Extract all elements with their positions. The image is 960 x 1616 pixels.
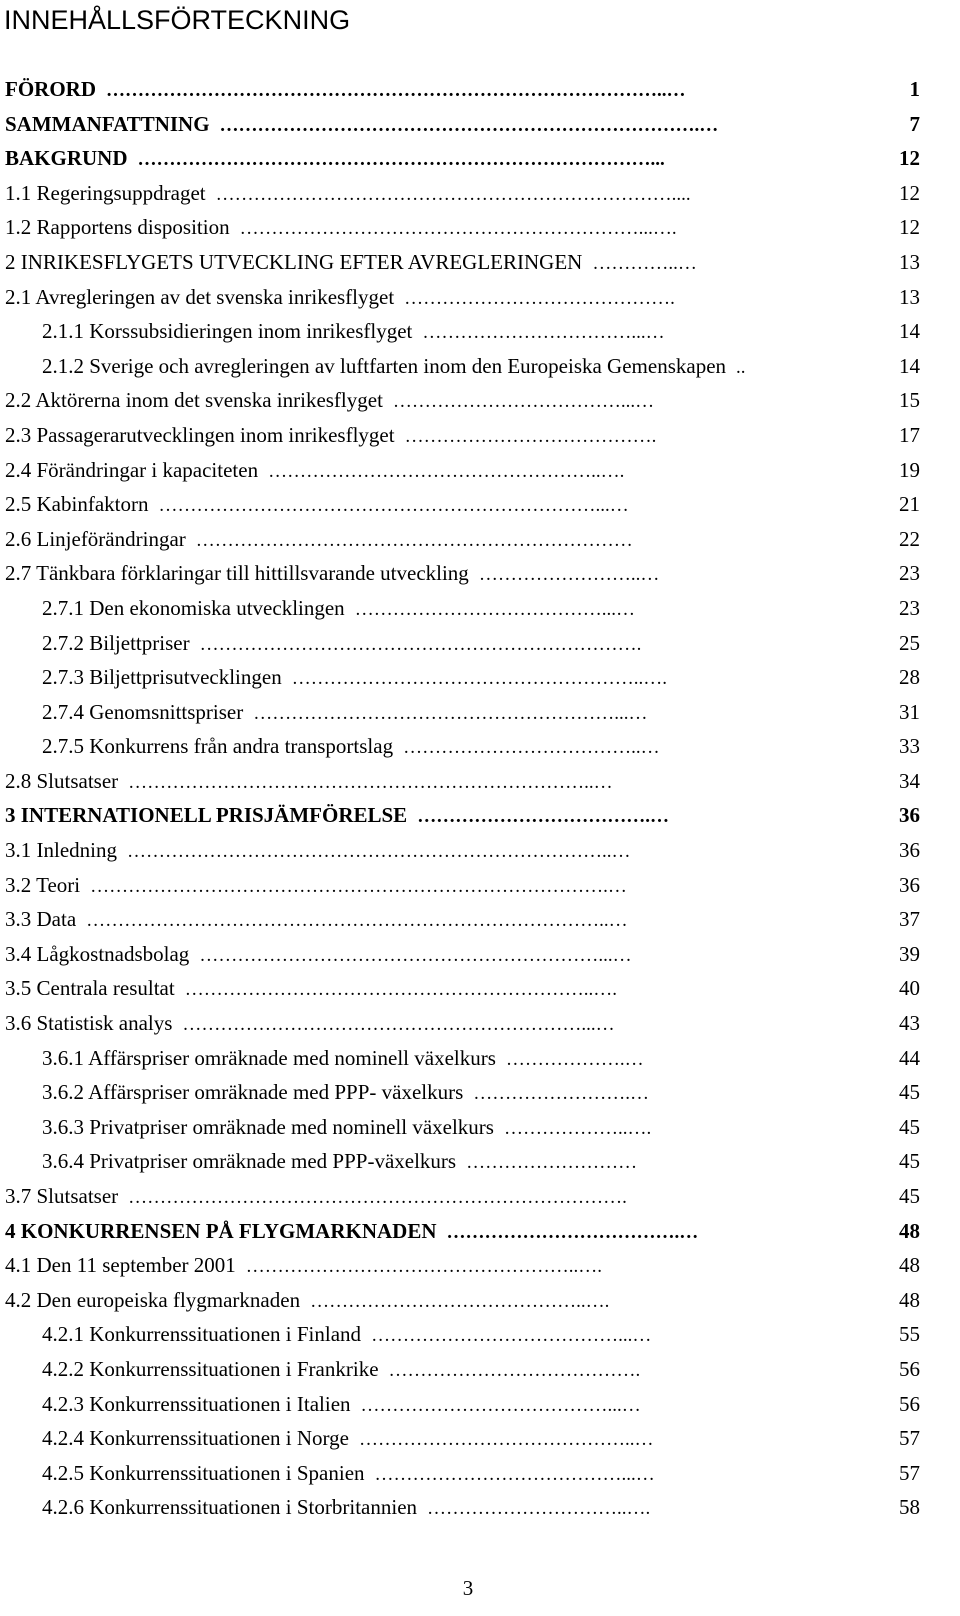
toc-entry-label: 2.7.5 Konkurrens från andra transportslag (42, 734, 394, 759)
toc-entry-label: 2.8 Slutsatser (5, 768, 119, 793)
toc-entry-label: 2.7 Tänkbara förklaringar till hittillsvarande utveckling (5, 561, 469, 586)
page-title: INNEHÅLLSFÖRTECKNING (4, 5, 351, 35)
toc-leader-dots: …………………………………. (388, 1359, 641, 1381)
toc-entry-label: 3.1 Inledning (5, 838, 117, 863)
toc-entry[interactable] (0, 1144, 960, 1179)
toc-leader-dots: ………………………………………………………………………... (137, 149, 665, 171)
toc-entry[interactable] (0, 764, 960, 799)
toc-leader-dots: …………………………………...… (354, 598, 635, 620)
toc-entry[interactable] (0, 1006, 960, 1041)
toc-entry-page: 19 (899, 457, 920, 482)
toc-leader-dots: ……………………………………………………………………………..… (106, 80, 686, 101)
toc-leader-dots: ……………………………………..… (358, 1429, 654, 1451)
toc-entry-label: 4.2 Den europeiska flygmarknaden (5, 1287, 301, 1312)
toc-entry-label: 2.7.3 Biljettprisutvecklingen (42, 665, 282, 690)
toc-leader-dots: ……………………..… (478, 564, 660, 586)
toc-entry[interactable] (0, 280, 960, 315)
toc-entry-page: 36 (899, 872, 920, 897)
toc-entry-page: 13 (899, 284, 920, 309)
toc-leader-dots: ………………..…. (503, 1117, 652, 1139)
toc-leader-dots: ………………………………………………………………….… (219, 114, 719, 136)
toc-entry-label: 4.2.1 Konkurrenssituationen i Finland (42, 1322, 362, 1347)
toc-leader-dots: ……………………………………………………………. (199, 633, 642, 655)
toc-entry[interactable] (0, 798, 960, 833)
toc-leader-dots: ……………….… (505, 1048, 644, 1070)
toc-entry-page: 1 (909, 77, 920, 101)
toc-entry[interactable] (0, 1283, 960, 1318)
toc-entry-label: 4 KONKURRENSEN PÅ FLYGMARKNADEN (5, 1218, 437, 1243)
toc-entry-label: 3.6 Statistisk analys (5, 1011, 173, 1036)
toc-leader-dots: …………………………………...… (374, 1463, 655, 1485)
toc-entry[interactable] (0, 1110, 960, 1145)
toc-entry[interactable] (0, 556, 960, 591)
toc-leader-dots: ………………………………………………..…. (291, 668, 667, 690)
toc-leader-dots: …………………….… (473, 1083, 650, 1105)
toc-entry[interactable] (0, 937, 960, 972)
toc-entry-page: 15 (899, 388, 920, 413)
toc-entry[interactable] (0, 453, 960, 488)
toc-entry-label: 4.2.4 Konkurrenssituationen i Norge (42, 1426, 349, 1451)
toc-entry-page: 23 (899, 595, 920, 620)
toc-entry-page: 45 (899, 1149, 920, 1174)
toc-entry-page: 56 (899, 1391, 920, 1416)
toc-entry-label: 3.7 Slutsatser (5, 1184, 119, 1208)
toc-entry[interactable] (0, 245, 960, 280)
toc-entry[interactable] (0, 902, 960, 937)
toc-entry-label: 3.2 Teori (5, 872, 81, 897)
toc-entry-label: 3.6.1 Affärspriser omräknade med nominell växelkurs (42, 1045, 496, 1070)
toc-entry-page: 57 (899, 1460, 920, 1485)
toc-entry-label: 3.6.3 Privatpriser omräknade med nominell växelkurs (42, 1114, 494, 1139)
toc-entry[interactable] (0, 176, 960, 211)
toc-entry-label: 4.2.6 Konkurrenssituationen i Storbritannien (42, 1495, 418, 1520)
toc-entry-label: 2.5 Kabinfaktorn (5, 492, 149, 517)
toc-entry-page: 25 (899, 630, 920, 655)
toc-leader-dots: …………………………………………………………………..… (126, 841, 631, 863)
toc-entry[interactable] (0, 660, 960, 695)
toc-entry-page: 34 (899, 768, 920, 793)
toc-leader-dots: ………………………………...… (392, 391, 655, 413)
toc-leader-dots: …………………………..…. (427, 1498, 651, 1520)
toc-entry-page: 45 (899, 1184, 920, 1208)
toc-entry-label: 3.3 Data (5, 907, 77, 932)
toc-entry-label: 2.6 Linjeförändringar (5, 526, 186, 551)
toc-entry-label: 2 INRIKESFLYGETS UTVECKLING EFTER AVREGLERINGEN (5, 249, 583, 274)
toc-entry-page: 14 (899, 319, 920, 344)
toc-entry-page: 23 (899, 561, 920, 586)
toc-entry[interactable] (0, 1317, 960, 1352)
toc-entry-page: 48 (899, 1218, 920, 1243)
toc-leader-dots: ………………………………..… (403, 737, 660, 759)
toc-leader-dots: ……………………………………………..…. (245, 1256, 603, 1278)
toc-entry[interactable] (0, 971, 960, 1006)
toc-entry[interactable] (0, 1387, 960, 1422)
toc-entry-page: 31 (899, 699, 920, 724)
toc-leader-dots: …………………………………. (404, 425, 657, 447)
toc-entry-label: SAMMANFATTNING (5, 111, 210, 136)
toc-entry-page: 43 (899, 1011, 920, 1036)
toc-entry-page: 40 (899, 976, 920, 1001)
toc-entry[interactable] (0, 1075, 960, 1110)
toc-leader-dots: ……………………… (466, 1152, 638, 1174)
toc-entry[interactable] (0, 141, 960, 176)
toc-entry[interactable] (0, 1421, 960, 1456)
toc-leader-dots: ……………………………………………………………...… (158, 495, 629, 517)
toc-entry-label: 3 INTERNATIONELL PRISJÄMFÖRELSE (5, 803, 408, 828)
toc-entry-page: 21 (899, 492, 920, 517)
toc-entry[interactable] (0, 72, 960, 107)
toc-entry-page: 7 (909, 111, 920, 136)
toc-entry-label: 4.2.2 Konkurrenssituationen i Frankrike (42, 1356, 379, 1381)
toc-entry-page: 45 (899, 1114, 920, 1139)
toc-leader-dots: ……………………………………. (404, 287, 675, 309)
toc-entry-page: 13 (899, 249, 920, 274)
toc-entry-label: 2.2 Aktörerna inom det svenska inrikesflyget (5, 388, 383, 413)
toc-entry-label: 4.2.5 Konkurrenssituationen i Spanien (42, 1460, 365, 1485)
toc-entry[interactable] (0, 626, 960, 661)
toc-entry-label: 2.7.2 Biljettpriser (42, 630, 190, 655)
toc-entry-label: FÖRORD (5, 77, 96, 101)
toc-entry[interactable] (0, 1352, 960, 1387)
toc-entry[interactable] (0, 487, 960, 522)
toc-entry-page: 14 (899, 353, 920, 378)
toc-entry-page: 12 (899, 146, 920, 171)
toc-leader-dots: ……………………………………..…. (310, 1290, 610, 1312)
toc-entry[interactable] (0, 107, 960, 142)
toc-entry[interactable] (0, 418, 960, 453)
toc-entry-label: 4.1 Den 11 september 2001 (5, 1253, 236, 1278)
toc-entry[interactable] (0, 1248, 960, 1283)
toc-leader-dots: ……………………………….… (446, 1221, 699, 1243)
toc-entry[interactable] (0, 1179, 960, 1214)
toc-leader-dots: ………………………………………………………..…. (184, 979, 617, 1001)
toc-entry-page: 39 (899, 941, 920, 966)
toc-entry-label: 3.6.4 Privatpriser omräknade med PPP-växelkurs (42, 1149, 457, 1174)
toc-entry-label: 2.1 Avregleringen av det svenska inrikesflyget (5, 284, 395, 309)
toc-entry-label: 1.2 Rapportens disposition (5, 215, 230, 240)
toc-entry-page: 58 (899, 1495, 920, 1520)
toc-entry-page: 48 (899, 1287, 920, 1312)
toc-leader-dots: ………………………………………………………………………..… (86, 910, 628, 932)
toc-entry-page: 57 (899, 1426, 920, 1451)
toc-entry-page: 28 (899, 665, 920, 690)
toc-entry-page: 56 (899, 1356, 920, 1381)
toc-entry-label: 3.5 Centrala resultat (5, 976, 175, 1001)
toc-leader-dots: ……………………………….… (417, 806, 669, 828)
toc-leader-dots: …………………………………...… (360, 1394, 641, 1416)
toc-entry[interactable] (0, 695, 960, 730)
toc-entry-page: 45 (899, 1080, 920, 1105)
toc-entry[interactable] (0, 868, 960, 903)
toc-entry-page: 22 (899, 526, 920, 551)
page-number: 3 (462, 1576, 474, 1600)
toc-leader-dots: .. (736, 356, 746, 378)
toc-leader-dots: …………………………………...… (371, 1325, 652, 1347)
toc-leader-dots: ……………………………………………………………….... (215, 183, 691, 205)
toc-entry-label: 3.4 Lågkostnadsbolag (5, 941, 190, 966)
toc-leader-dots: …………………………………………………………… (195, 529, 633, 551)
toc-entry-page: 48 (899, 1253, 920, 1278)
toc-entry-page: 17 (899, 422, 920, 447)
toc-leader-dots: ………………………………………………………...…. (239, 218, 677, 240)
toc-entry[interactable] (0, 314, 960, 349)
toc-entry[interactable] (0, 833, 960, 868)
toc-entry[interactable] (0, 1490, 960, 1525)
toc-leader-dots: ………………………………………………………………..… (128, 771, 613, 793)
toc-entry-label: 2.1.1 Korssubsidieringen inom inrikesflyget (42, 319, 413, 344)
toc-leader-dots: ……………………………...… (422, 322, 665, 344)
toc-entry[interactable] (0, 349, 960, 384)
toc-leader-dots: ………………………………………………………...… (199, 944, 632, 966)
toc-entry-page: 55 (899, 1322, 920, 1347)
toc-entry[interactable] (0, 522, 960, 557)
toc-entry-label: 3.6.2 Affärspriser omräknade med PPP- växelkurs (42, 1080, 464, 1105)
table-of-contents (0, 72, 960, 1525)
toc-entry-page: 36 (899, 803, 920, 828)
toc-leader-dots: ……………………………………………..…. (268, 460, 625, 482)
toc-entry-page: 37 (899, 907, 920, 932)
toc-entry-page: 12 (899, 180, 920, 205)
toc-leader-dots: ……………………………………………………………………. (128, 1187, 627, 1208)
toc-entry-page: 12 (899, 215, 920, 240)
toc-entry[interactable] (0, 210, 960, 245)
toc-entry[interactable] (0, 1214, 960, 1249)
toc-entry[interactable] (0, 729, 960, 764)
toc-entry-page: 33 (899, 734, 920, 759)
toc-entry-label: 2.3 Passagerarutvecklingen inom inrikesflyget (5, 422, 395, 447)
toc-entry-page: 44 (899, 1045, 920, 1070)
toc-entry-label: 2.7.1 Den ekonomiska utvecklingen (42, 595, 345, 620)
toc-leader-dots: …………..… (592, 252, 697, 274)
toc-entry[interactable] (0, 591, 960, 626)
toc-leader-dots: ………………………………………………………...… (182, 1014, 615, 1036)
toc-leader-dots: ……………………………………………………………………….… (90, 875, 627, 897)
toc-entry[interactable] (0, 1456, 960, 1491)
toc-entry-label: 4.2.3 Konkurrenssituationen i Italien (42, 1391, 351, 1416)
toc-entry-label: 2.1.2 Sverige och avregleringen av luftfarten inom den Europeiska Gemenskapen (42, 353, 727, 378)
toc-entry[interactable] (0, 383, 960, 418)
toc-entry[interactable] (0, 1041, 960, 1076)
toc-entry-label: BAKGRUND (5, 146, 128, 171)
toc-leader-dots: …………………………………………………...… (253, 702, 648, 724)
toc-entry-label: 2.4 Förändringar i kapaciteten (5, 457, 259, 482)
toc-entry-page: 36 (899, 838, 920, 863)
toc-entry-label: 1.1 Regeringsuppdraget (5, 180, 206, 205)
toc-entry-label: 2.7.4 Genomsnittspriser (42, 699, 244, 724)
